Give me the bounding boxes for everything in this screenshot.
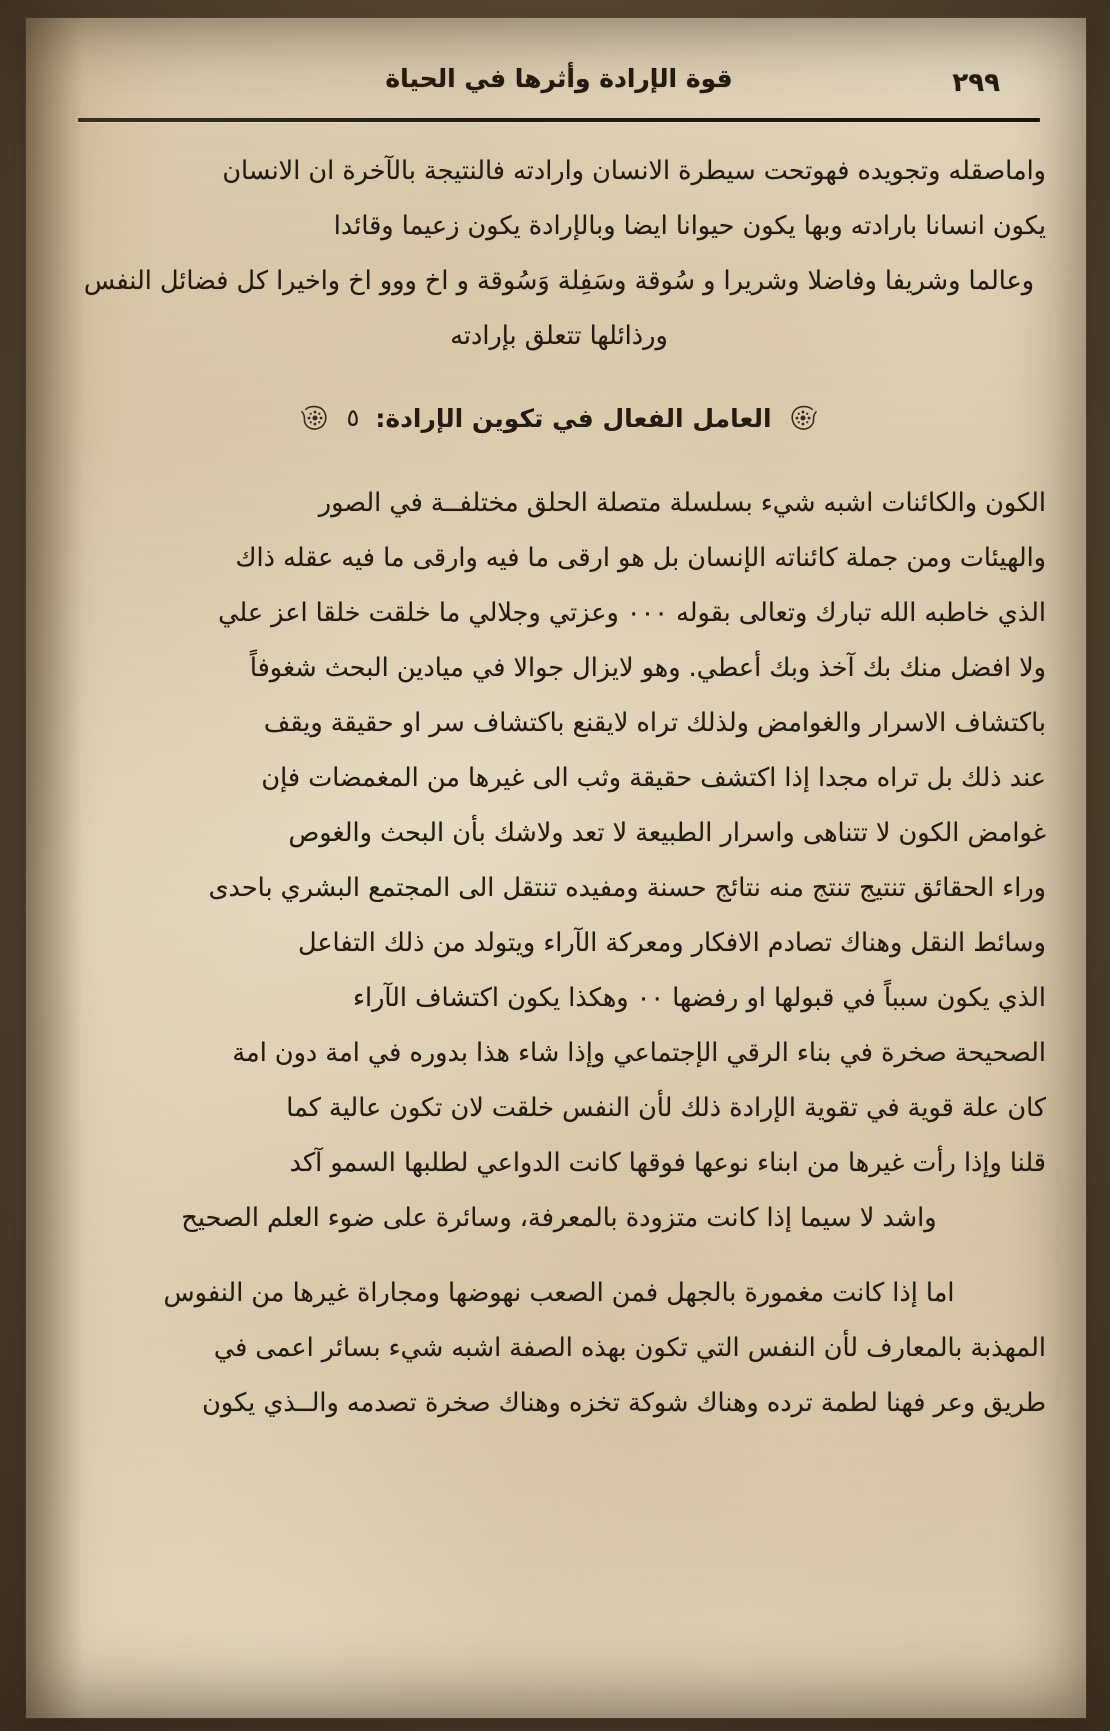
line-text: والهيئات ومن جملة كائناته الإنسان بل هو ارقى ما فيه وارقى ما فيه عقله ذاك xyxy=(235,543,1046,573)
text-line xyxy=(72,806,1046,861)
text-line xyxy=(72,861,1046,916)
line-text: واشد لا سيما إذا كانت متزودة بالمعرفة، وسائرة على ضوء العلم الصحيح xyxy=(181,1203,937,1233)
text-line xyxy=(72,1376,1046,1431)
running-head-title: قوة الإرادة وأثرها في الحياة xyxy=(385,64,733,93)
text-line xyxy=(72,1026,1046,1081)
section-heading xyxy=(72,394,1046,442)
line-text: يكون انسانا بارادته وبها يكون حيوانا ايضا وبالإرادة يكون زعيما وقائدا xyxy=(333,211,1046,241)
line-text: اما إذا كانت مغمورة بالجهل فمن الصعب نهوضها ومجاراة غيرها من النفوس xyxy=(163,1278,955,1308)
text-line xyxy=(72,751,1046,806)
paragraph-spacer xyxy=(72,1250,1046,1266)
paragraph-opening xyxy=(72,144,1046,364)
line-text: طريق وعر فهنا لطمة ترده وهناك شوكة تخزه وهناك صخرة تصدمه والــذي يكون xyxy=(202,1388,1046,1418)
text-line xyxy=(72,641,1046,696)
text-line xyxy=(72,531,1046,586)
paragraph-body-1 xyxy=(72,476,1046,1246)
text-line xyxy=(72,476,1046,531)
text-line xyxy=(72,254,1046,309)
line-text: غوامض الكون لا تتناهى واسرار الطبيعة لا تعد ولاشك بأن البحث والغوص xyxy=(288,818,1046,848)
section-heading-number: ٥ xyxy=(346,404,360,432)
text-line xyxy=(72,971,1046,1026)
line-text: كان علة قوية في تقوية الإرادة ذلك لأن النفس خلقت لان تكون عالية كما xyxy=(286,1093,1046,1123)
text-line xyxy=(72,1191,1046,1246)
paper-sheet xyxy=(26,18,1086,1718)
page-number: ٢٩٩ xyxy=(952,68,1000,98)
line-text: واماصقله وتجويده فهوتحت سيطرة الانسان وارادته فالنتيجة بالآخرة ان الانسان xyxy=(222,156,1046,186)
text-line xyxy=(72,199,1046,254)
running-head xyxy=(72,62,1046,116)
line-text: باكتشاف الاسرار والغوامض ولذلك تراه لايقنع باكتشاف سر او حقيقة ويقف xyxy=(263,708,1046,738)
text-line xyxy=(72,1266,1046,1321)
rosette-ornament-left-icon xyxy=(788,403,818,433)
line-text: الذي يكون سبباً في قبولها او رفضها ٠٠ وهكذا يكون اكتشاف الآراء xyxy=(353,983,1046,1013)
line-text: وراء الحقائق تنتيج تنتج منه نتائج حسنة ومفيده تنتقل الى المجتمع البشري باحدى xyxy=(208,873,1046,903)
text-line xyxy=(72,1136,1046,1191)
text-line xyxy=(72,696,1046,751)
line-text: الذي خاطبه الله تبارك وتعالى بقوله ٠٠٠ وعزتي وجلالي ما خلقت خلقا اعز علي xyxy=(218,598,1046,628)
text-line xyxy=(72,1321,1046,1376)
line-text: ولا افضل منك بك آخذ وبك أعطي. وهو لايزال جوالا في ميادين البحث شغوفاً xyxy=(249,653,1046,683)
header-rule-divider xyxy=(78,118,1040,122)
text-line xyxy=(72,144,1046,199)
rosette-ornament-right-icon xyxy=(300,403,330,433)
line-text: عند ذلك بل تراه مجدا إذا اكتشف حقيقة وثب الى غيرها من المغمضات فإن xyxy=(261,763,1046,793)
line-text: المهذبة بالمعارف لأن النفس التي تكون بهذه الصفة اشبه شيء بسائر اعمى في xyxy=(213,1333,1046,1363)
section-heading-title: العامل الفعال في تكوين الإرادة: xyxy=(375,403,772,433)
line-text: الكون والكائنات اشبه شيء بسلسلة متصلة الحلق مختلفــة في الصور xyxy=(318,488,1046,518)
text-line xyxy=(72,309,1046,364)
line-text: ورذائلها تتعلق بإرادته xyxy=(450,321,668,351)
text-line xyxy=(72,1081,1046,1136)
line-text: وعالما وشريفا وفاضلا وشريرا و سُوقة وسَفِلة وَسُوقة و اخ ووو اخ واخيرا كل فضائل النفس xyxy=(83,266,1035,296)
paragraph-body-2 xyxy=(72,1266,1046,1431)
line-text: الصحيحة صخرة في بناء الرقي الإجتماعي وإذا شاء هذا بدوره في امة دون امة xyxy=(232,1038,1046,1068)
text-line xyxy=(72,586,1046,641)
line-text: وسائط النقل وهناك تصادم الافكار ومعركة الآراء ويتولد من ذلك التفاعل xyxy=(298,928,1046,958)
line-text: قلنا وإذا رأت غيرها من ابناء نوعها فوقها كانت الدواعي لطلبها السمو آكد xyxy=(289,1148,1046,1178)
page-content xyxy=(72,62,1046,1694)
text-line xyxy=(72,916,1046,971)
